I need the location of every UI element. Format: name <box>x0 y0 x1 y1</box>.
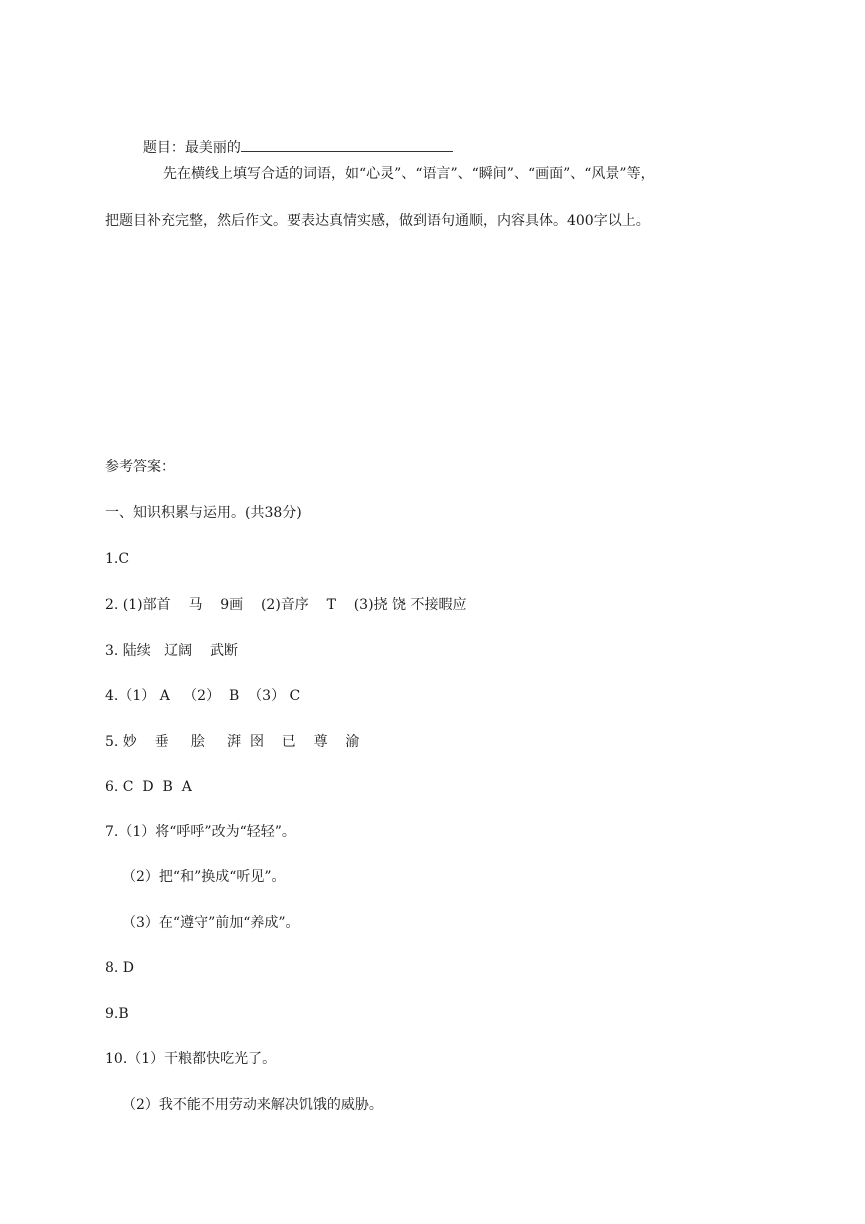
answer-item-4: 4.（1） A （2） B （3） C <box>105 688 301 704</box>
answer-item-7-2: （2）把“和”换成“听见”。 <box>122 869 286 885</box>
essay-title-prefix: 题目：最美丽的 <box>142 140 241 156</box>
answers-section-1: 一、知识积累与运用。(共38分) <box>105 505 302 521</box>
answer-item-6: 6. C D B A <box>105 779 192 795</box>
answer-item-9: 9.B <box>105 1006 129 1022</box>
instruction-line-1: 先在横线上填写合适的词语，如“心灵”、“语言”、“瞬间”、“画面”、“风景”等， <box>163 166 655 182</box>
answer-item-2: 2. (1)部首 马 9画 (2)音序 T (3)挠 饶 不接暇应 <box>105 597 467 613</box>
answers-heading: 参考答案： <box>105 459 175 475</box>
essay-title-line <box>134 118 453 158</box>
answer-item-3: 3. 陆续 辽阔 武断 <box>105 643 238 659</box>
answer-item-5: 5. 妙 垂 脍 湃 囹 已 尊 渝 <box>105 734 360 750</box>
essay-title-blank <box>241 139 453 152</box>
answer-item-10-2: （2）我不能不用劳动来解决饥饿的威胁。 <box>122 1097 383 1113</box>
instruction-line-2: 把题目补充完整，然后作文。要表达真情实感，做到语句通顺，内容具体。400字以上。 <box>105 213 650 229</box>
answer-item-7-1: 7.（1）将“呼呼”改为“轻轻”。 <box>105 824 296 840</box>
answer-item-7-3: （3）在“遵守”前加“养成”。 <box>122 915 300 931</box>
answer-item-10-1: 10.（1）干粮都快吃光了。 <box>105 1051 277 1067</box>
answer-item-8: 8. D <box>105 960 135 976</box>
answer-item-1: 1.C <box>105 551 130 567</box>
